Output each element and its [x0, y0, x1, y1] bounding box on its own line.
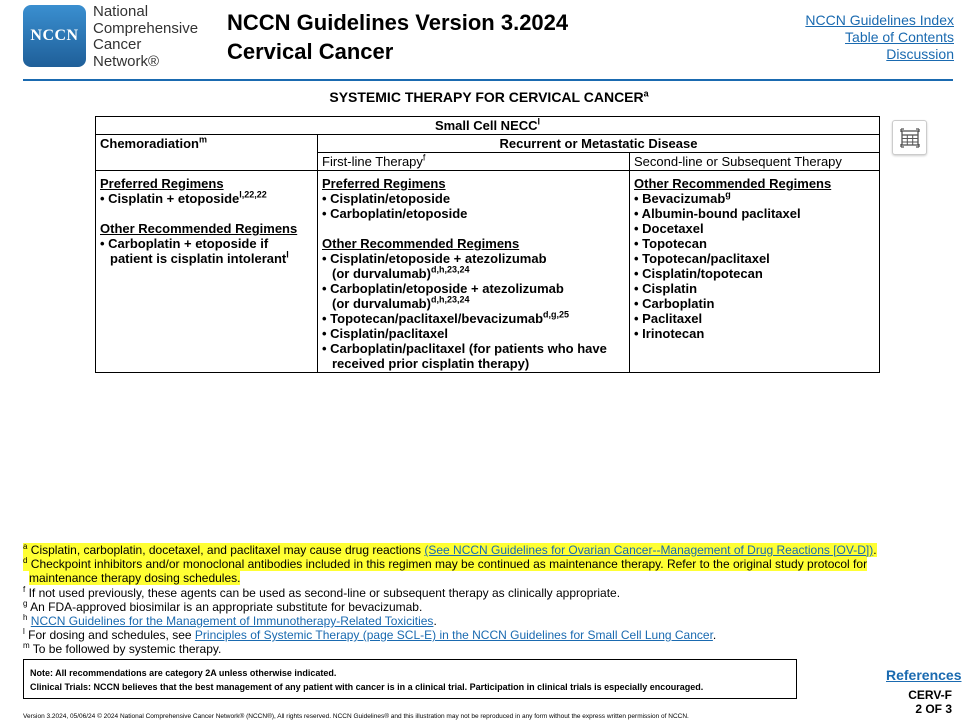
recommendation-note-box: [23, 659, 797, 699]
discussion-link[interactable]: Discussion: [886, 46, 954, 62]
other-regimens-heading: Other Recommended Regimens: [634, 176, 832, 191]
note-line: Note: All recommendations are category 2A unless otherwise indicated.: [30, 668, 337, 678]
preferred-regimens-heading: Preferred Regimens: [100, 176, 224, 191]
col-header-chemoradiation: [96, 135, 318, 171]
col-header-first-line-text: First-line Therapy: [322, 154, 423, 169]
footnote-mark: h: [23, 613, 28, 622]
regimen-item: • Cisplatin/paclitaxel: [322, 326, 448, 341]
footnote-text-end: .: [433, 614, 437, 628]
footnote-ref: l: [537, 116, 541, 127]
footnote-text: If not used previously, these agents can be used as second-line or subsequent therapy as clinically appropriate.: [28, 586, 621, 600]
footnote-text: For dosing and schedules, see: [28, 628, 195, 642]
footnote-h: [23, 614, 923, 628]
regimen-item: • Carboplatin/etoposide + atezolizumab: [322, 281, 564, 296]
footnote-text: Cisplatin, carboplatin, docetaxel, and paclitaxel may cause drug reactions: [30, 543, 425, 557]
regimen-item: • Topotecan/paclitaxel: [634, 251, 770, 266]
regimen-item-continued: received prior cisplatin therapy): [332, 356, 530, 371]
footnote-mark: d: [23, 556, 28, 565]
logo-line: Comprehensive: [93, 19, 199, 37]
regimen-item: • Carboplatin + etoposide if: [100, 236, 269, 251]
footnote-text: maintenance therapy dosing schedules.: [29, 571, 241, 585]
table-view-button[interactable]: [892, 120, 927, 155]
guidelines-index-link[interactable]: NCCN Guidelines Index: [805, 12, 954, 28]
regimen-text: (or durvalumab): [332, 266, 431, 281]
regimen-text: • Cisplatin + etoposide: [100, 191, 240, 206]
page-number: 2 OF 3: [915, 702, 952, 716]
regimen-item: • Cisplatin/etoposide: [322, 191, 451, 206]
nccn-logo-wordmark: [93, 4, 198, 70]
regimen-item: • Carboplatin/paclitaxel (for patients who have: [322, 341, 607, 356]
regimen-item: [634, 191, 875, 206]
section-title: [0, 89, 978, 105]
table-grid-icon: [900, 128, 920, 148]
table-caption: [96, 117, 880, 135]
footnote-ref: m: [198, 134, 207, 145]
regimen-item: • Topotecan: [634, 236, 707, 251]
top-navigation-links: [805, 12, 954, 63]
footnote-text-end: .: [712, 628, 717, 642]
footnote-ref: d,h,23,24: [430, 264, 470, 275]
regimen-item-continued: [100, 251, 313, 266]
footnote-mark: m: [23, 641, 30, 650]
table-of-contents-link[interactable]: Table of Contents: [845, 29, 954, 45]
footnote-ref: l: [286, 249, 289, 260]
footnote-ref: g: [725, 189, 731, 200]
logo-line: Network®: [93, 52, 160, 70]
footnote-mark: f: [23, 585, 26, 594]
regimen-item: • Carboplatin/etoposide: [322, 206, 468, 221]
page-identifier: [900, 688, 952, 716]
footnote-f: [23, 586, 923, 600]
footnote-mark: l: [23, 627, 25, 636]
ovarian-drug-reactions-link[interactable]: (See NCCN Guidelines for Ovarian Cancer--Management of Drug Reactions [OV-D]): [424, 543, 874, 557]
regimen-item: • Carboplatin: [634, 296, 715, 311]
footnote-text: An FDA-approved biosimilar is an appropriate substitute for bevacizumab.: [30, 600, 423, 614]
regimen-item-continued: [322, 266, 625, 281]
other-regimens-heading: Other Recommended Regimens: [322, 236, 520, 251]
regimen-text: patient is cisplatin intolerant: [110, 251, 287, 266]
logo-line: Cancer: [93, 36, 142, 53]
footnotes: [23, 543, 923, 656]
col-header-second-line: Second-line or Subsequent Therapy: [630, 153, 880, 171]
footnote-ref: d,h,23,24: [430, 294, 470, 305]
second-line-cell: [630, 171, 880, 373]
footnote-a: [23, 543, 923, 557]
footnote-ref: d,g,25: [543, 309, 570, 320]
small-cell-lung-systemic-therapy-link[interactable]: Principles of Systemic Therapy (page SCL-E) in the NCCN Guidelines for Small Cell Lung Cancer: [194, 628, 713, 642]
logo-line: National: [93, 3, 149, 20]
preferred-regimens-heading: Preferred Regimens: [322, 176, 446, 191]
footnote-text: To be followed by systemic therapy.: [32, 642, 222, 656]
note-line: Clinical Trials: NCCN believes that the best management of any patient with cancer is in a clinical trial. Participation in clinical trials is especially encouraged.: [30, 682, 704, 692]
guideline-version-title: NCCN Guidelines Version 3.2024: [227, 10, 569, 35]
footnote-ref: f: [422, 152, 426, 163]
regimen-item: • Cisplatin/etoposide + atezolizumab: [322, 251, 547, 266]
regimen-item: • Cisplatin: [634, 281, 698, 296]
footnote-ref: a: [643, 88, 649, 99]
regimen-item: • Albumin-bound paclitaxel: [634, 206, 801, 221]
footnote-g: [23, 600, 923, 614]
guideline-topic-title: Cervical Cancer: [227, 39, 394, 64]
group-header-recurrent: Recurrent or Metastatic Disease: [318, 135, 880, 153]
footnote-text: Checkpoint inhibitors and/or monoclonal antibodies included in this regimen may be continued as maintenance therapy. Refer to the original study protocol for: [30, 557, 868, 571]
systemic-therapy-table: [95, 116, 880, 373]
first-line-cell: [318, 171, 630, 373]
footnote-text-end: .: [873, 543, 877, 557]
footnote-ref: l,22,22: [239, 189, 267, 200]
header-divider: [23, 79, 953, 81]
references-link[interactable]: References: [886, 667, 962, 683]
footnote-d: [23, 557, 923, 571]
footnote-mark: a: [23, 542, 28, 551]
regimen-text: • Bevacizumab: [634, 191, 726, 206]
regimen-text: (or durvalumab): [332, 296, 431, 311]
regimen-item: • Irinotecan: [634, 326, 705, 341]
col-header-chemoradiation-text: Chemoradiation: [100, 136, 199, 151]
other-regimens-heading: Other Recommended Regimens: [100, 221, 298, 236]
chemoradiation-cell: [96, 171, 318, 373]
nccn-logo-badge: NCCN: [23, 5, 86, 67]
footnote-mark: g: [23, 599, 28, 608]
regimen-item: • Docetaxel: [634, 221, 704, 236]
regimen-item: • Cisplatin/topotecan: [634, 266, 763, 281]
section-title-text: SYSTEMIC THERAPY FOR CERVICAL CANCER: [329, 89, 644, 105]
copyright-notice: Version 3.2024, 05/06/24 © 2024 National Comprehensive Cancer Network® (NCCN®), All rights reserved. NCCN Guidelines® and this illustration may not be reproduced in any form without the express written permission of NCCN.: [23, 713, 689, 720]
regimen-item-continued: [322, 296, 625, 311]
immunotherapy-toxicities-link[interactable]: NCCN Guidelines for the Management of Immunotherapy-Related Toxicities: [30, 614, 434, 628]
footnote-d-continued: [23, 571, 923, 585]
footnote-l: [23, 628, 923, 642]
regimen-item: [100, 191, 313, 206]
regimen-item: [322, 311, 625, 326]
regimen-item: • Paclitaxel: [634, 311, 703, 326]
page-code: CERV-F: [908, 688, 952, 702]
footnote-m: [23, 642, 923, 656]
col-header-first-line: [318, 153, 630, 171]
regimen-text: • Topotecan/paclitaxel/bevacizumab: [322, 311, 544, 326]
table-caption-text: Small Cell NECC: [434, 118, 538, 133]
